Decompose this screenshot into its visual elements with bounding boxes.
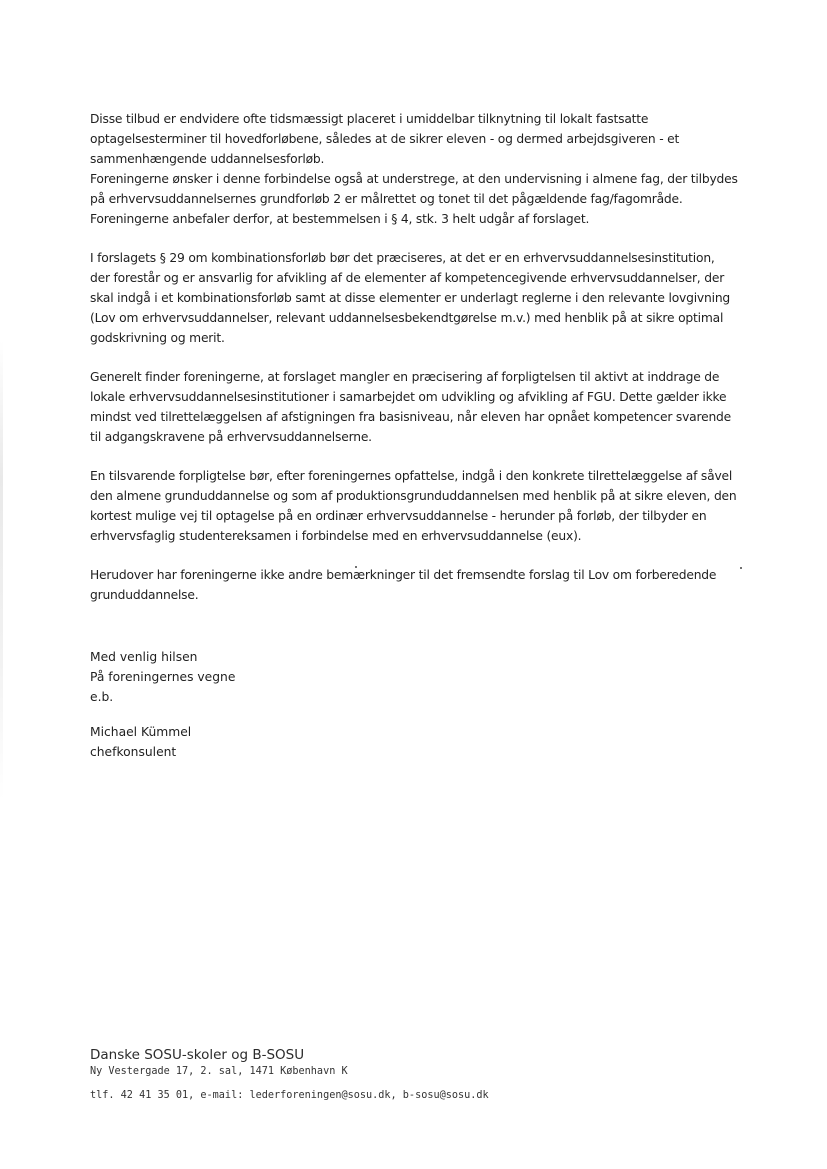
- signatory-name: Michael Kümmel: [90, 725, 192, 739]
- text-line: optagelsesterminer til hovedforløbene, således at de sikrer eleven - og dermed arbejdsgiveren - et: [90, 132, 680, 146]
- text-line: mindst ved tilrettelæggelsen af afstigningen fra basisniveau, når eleven har opnået kompetencer svarende: [90, 410, 732, 424]
- paragraph-kombinationsforloeb: [90, 248, 740, 348]
- text-line: Disse tilbud er endvidere ofte tidsmæssigt placeret i umiddelbar tilknytning til lokalt fastsatte: [90, 112, 649, 126]
- text-line: (Lov om erhvervsuddannelser, relevant uddannelsesbekendtgørelse m.v.) med henblik på at sikre optimal: [90, 311, 724, 325]
- text-line: grunduddannelse.: [90, 588, 199, 602]
- paragraph-forpligtelse: [90, 466, 740, 546]
- letter-footer: [90, 1046, 489, 1101]
- text-line: kortest mulige vej til optagelse på en ordinær erhvervsuddannelse - herunder på forløb, der tilbyder en: [90, 509, 707, 523]
- closing-block: [90, 647, 235, 707]
- text-line: lokale erhvervsuddannelsesinstitutioner i samarbejdet om udvikling og afvikling af FGU. Dette gælder ikke: [90, 390, 727, 404]
- closing-on-behalf: På foreningernes vegne: [90, 670, 236, 684]
- text-line: skal indgå i et kombinationsforløb samt at disse elementer er underlagt reglerne i den relevante lovgivning: [90, 291, 731, 305]
- text-line: der forestår og er ansvarlig for afvikling af de elementer af kompetencegivende erhvervsuddannelser, der: [90, 271, 725, 285]
- text-line: til adgangskravene på erhvervsuddannelserne.: [90, 430, 372, 444]
- letter-body: [90, 109, 740, 624]
- paragraph-herudover: [90, 565, 740, 605]
- text-line: sammenhængende uddannelsesforløb.: [90, 152, 325, 166]
- paragraph-almene-fag: [90, 169, 740, 229]
- text-line: I forslagets § 29 om kombinationsforløb bør det præciseres, at det er en erhvervsuddannelsesinstitution,: [90, 251, 715, 265]
- text-line: Generelt finder foreningerne, at forslaget mangler en præcisering af forpligtelsen til aktivt at inddrage de: [90, 370, 720, 384]
- text-line: godskrivning og merit.: [90, 331, 225, 345]
- signatory-title: chefkonsulent: [90, 745, 177, 759]
- footer-address: Ny Vestergade 17, 2. sal, 1471 København K: [90, 1066, 348, 1077]
- text-line: Foreningerne ønsker i denne forbindelse også at understrege, at den undervisning i almene fag, der tilbydes: [90, 172, 738, 186]
- paragraph-tilbud: [90, 109, 740, 169]
- scan-speck: [740, 567, 742, 569]
- signature-block: [90, 722, 191, 762]
- text-line: En tilsvarende forpligtelse bør, efter foreningernes opfattelse, indgå i den konkrete tilrettelæggelse af såvel: [90, 469, 733, 483]
- footer-contact: tlf. 42 41 35 01, e-mail: lederforeningen@sosu.dk, b-sosu@sosu.dk: [90, 1090, 489, 1101]
- closing-eb: e.b.: [90, 690, 114, 704]
- footer-organization: Danske SOSU-skoler og B-SOSU: [90, 1047, 305, 1063]
- scan-edge-shadow: [0, 340, 3, 800]
- text-line: Foreningerne anbefaler derfor, at bestemmelsen i § 4, stk. 3 helt udgår af forslaget.: [90, 212, 590, 226]
- closing-greeting: Med venlig hilsen: [90, 650, 198, 664]
- text-line: erhvervsfaglig studentereksamen i forbindelse med en erhvervsuddannelse (eux).: [90, 529, 582, 543]
- text-line: den almene grunduddannelse og som af produktionsgrunduddannelsen med henblik på at sikre eleven, den: [90, 489, 737, 503]
- text-line: Herudover har foreningerne ikke andre bemærkninger til det fremsendte forslag til Lov om forberedende: [90, 568, 717, 582]
- paragraph-fgu-samarbejde: [90, 367, 740, 447]
- text-line: på erhvervsuddannelsernes grundforløb 2 er målrettet og tonet til det pågældende fag/fagområde.: [90, 192, 683, 206]
